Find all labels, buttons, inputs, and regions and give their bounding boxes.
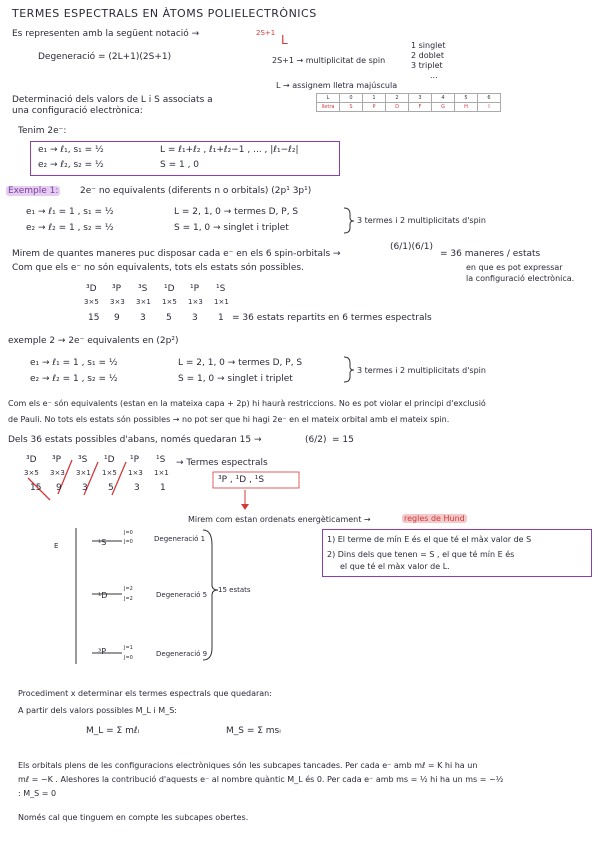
have-2e: Tenim 2e⁻:: [18, 126, 67, 136]
ways-note2: la configuració electrònica.: [466, 274, 575, 283]
ex2-count-4: 5: [108, 483, 114, 493]
binom-6-1-a: (6/1)(6/1): [390, 242, 434, 252]
ex2-term-5: ¹P: [130, 455, 140, 465]
table-cell: 5: [455, 94, 478, 103]
ex2-count-5: 3: [134, 483, 140, 493]
table-cell: 3: [409, 94, 432, 103]
spectral-label: → Termes espectrals: [176, 458, 268, 468]
ex1-e2-S: S = 1, 0 → singlet i triplet: [174, 223, 289, 233]
notation-L: L: [281, 33, 288, 47]
proc-p4: Només cal que tinguem en compte les subcapes obertes.: [18, 813, 249, 822]
spectral-terms: ³P , ¹D , ¹S: [218, 475, 265, 485]
ex2-prod-4: 1×5: [102, 469, 117, 477]
level-2-j-a: J=2: [124, 586, 133, 592]
ex1-prod-4: 1×5: [162, 298, 177, 306]
ex1-e1: e₁ → ℓ₁ = 1 , s₁ = ½: [26, 207, 114, 217]
level-3-j-b: J=0: [124, 655, 133, 661]
proc-ms: M_S = Σ msᵢ: [226, 726, 281, 736]
table-cell: 4: [432, 94, 455, 103]
letter-table: [316, 93, 501, 112]
ex1-count-1: 15: [88, 313, 100, 323]
ex2-para1: Com els e⁻ són equivalents (estan en la mateixa capa + 2p) hi haurà restriccions. No es pot violar el principi d'exclusió: [8, 399, 486, 408]
example2-header: exemple 2 → 2e⁻ equivalents en (2p²): [8, 336, 179, 346]
ex1-term-2: ³P: [112, 284, 122, 294]
table-cell: lletra: [317, 103, 340, 112]
ex1-e2: e₂ → ℓ₂ = 1 , s₂ = ½: [26, 223, 114, 233]
ex2-e1: e₁ → ℓ₁ = 1 , s₁ = ½: [30, 358, 118, 368]
hund-line: Mirem com estan ordenats energèticament →: [188, 515, 371, 524]
ex2-term-1: ³D: [26, 455, 37, 465]
ex1-prod-2: 3×3: [110, 298, 125, 306]
ex2-count-6: 1: [160, 483, 166, 493]
ex2-prod-1: 3×5: [24, 469, 39, 477]
box-l2-left: e₂ → ℓ₂, s₂ = ½: [38, 160, 104, 170]
ways-line1: Mirem de quantes maneres puc disposar cada e⁻ en els 6 spin-orbitals →: [12, 249, 341, 259]
binom-6-2: (6/2): [305, 435, 327, 445]
example1-header: 2e⁻ no equivalents (diferents n o orbitals) (2p¹ 3p¹): [80, 186, 312, 196]
mult-doublet: 2 doblet: [411, 51, 444, 60]
ways-note1: en que es pot expressar: [466, 263, 563, 272]
hund-rule2a: 2) Dins dels que tenen = S , el que té mín E és: [327, 550, 515, 559]
ex1-prod-1: 3×5: [84, 298, 99, 306]
ex2-prod-6: 1×1: [154, 469, 169, 477]
mult-triplet: 3 triplet: [411, 61, 443, 70]
level-1-j-b: J=0: [124, 539, 133, 545]
ex2-prod-2: 3×3: [50, 469, 65, 477]
table-cell: G: [432, 103, 455, 112]
box-l2-right: S = 1 , 0: [160, 160, 200, 170]
ex1-count-2: 9: [114, 313, 120, 323]
page-title: TERMES ESPECTRALS EN ÀTOMS POLIELECTRÒNICS: [12, 7, 317, 20]
table-cell: F: [409, 103, 432, 112]
table-cell: 6: [478, 94, 501, 103]
example1-label: [6, 186, 60, 197]
diagram-brace-note: 15 estats: [218, 586, 251, 594]
table-cell: P: [363, 103, 386, 112]
level-1-j-a: J=0: [124, 530, 133, 536]
determine-line2: una configuració electrònica:: [12, 106, 143, 116]
notation-text: Es representen amb la següent notació →: [12, 29, 200, 39]
ex2-para2: de Pauli. No tots els estats són possibles → no pot ser que hi hagi 2e⁻ en el mateix orbital amb el mateix spin.: [8, 415, 450, 424]
degeneracy-formula: Degeneració = (2L+1)(2S+1): [38, 52, 172, 62]
proc-line1: Procediment x determinar els termes espectrals que quedaran:: [18, 689, 272, 698]
ex1-term-5: ¹P: [190, 284, 200, 294]
ways-result: = 36 maneres / estats: [440, 249, 541, 259]
ex1-term-3: ³S: [138, 284, 148, 294]
ex2-term-6: ¹S: [156, 455, 166, 465]
ex2-prod-5: 1×3: [128, 469, 143, 477]
ex2-count-1: 15: [30, 483, 42, 493]
proc-p3: : M_S = 0: [18, 789, 57, 798]
ex2-brace-note: 3 termes i 2 multiplicitats d'spin: [357, 366, 486, 375]
ex2-para3-result: = 15: [332, 435, 354, 445]
proc-ml: M_L = Σ mℓᵢ: [86, 726, 140, 736]
multiplicity-line: 2S+1 → multiplicitat de spin: [272, 56, 386, 65]
ex1-count-3: 3: [140, 313, 146, 323]
level-2-j-b: J=2: [124, 596, 133, 602]
table-cell: I: [478, 103, 501, 112]
ex2-brace: [344, 357, 354, 382]
table-cell: S: [340, 103, 363, 112]
table-cell: D: [386, 103, 409, 112]
ex2-term-4: ¹D: [104, 455, 115, 465]
strike-4: [112, 462, 126, 495]
proc-p2: mℓ = −K . Aleshores la contribució d'aquests e⁻ al nombre quàntic M_L és 0. Per cada e⁻ amb ms = ½ hi ha un ms = −½: [18, 775, 504, 784]
ex1-prod-6: 1×1: [214, 298, 229, 306]
ex1-brace: [344, 208, 354, 233]
ex2-e2-S: S = 1, 0 → singlet i triplet: [178, 374, 293, 384]
table-cell: H: [455, 103, 478, 112]
ex1-total: = 36 estats repartits en 6 termes espectrals: [232, 313, 432, 323]
determine-line1: Determinació dels valors de L i S associats a: [12, 95, 213, 105]
table-cell: L: [317, 94, 340, 103]
energy-label: E: [54, 542, 59, 550]
level-3-j-a: J=1: [124, 645, 133, 651]
ex2-term-3: ³S: [78, 455, 88, 465]
table-cell: 2: [386, 94, 409, 103]
mult-ellipsis: ...: [430, 71, 438, 80]
ex1-prod-5: 1×3: [188, 298, 203, 306]
ex1-term-6: ¹S: [216, 284, 226, 294]
ex2-e1-L: L = 2, 1, 0 → termes D, P, S: [178, 358, 303, 368]
proc-line2: A partir dels valors possibles M_L i M_S:: [18, 706, 177, 715]
level-3-term: ³P: [98, 647, 107, 656]
level-1-deg: Degeneració 1: [154, 535, 206, 543]
table-cell: 1: [363, 94, 386, 103]
ex2-e2: e₂ → ℓ₂ = 1 , s₂ = ½: [30, 374, 118, 384]
ex1-e1-L: L = 2, 1, 0 → termes D, P, S: [174, 207, 299, 217]
box-l1-right: L = ℓ₁+ℓ₂ , ℓ₁+ℓ₂−1 , ... , |ℓ₁−ℓ₂|: [160, 145, 299, 155]
ex1-prod-3: 3×1: [136, 298, 151, 306]
example1-label-text: Exemple 1:: [8, 186, 59, 196]
ex1-count-5: 3: [192, 313, 198, 323]
ex1-term-1: ³D: [86, 284, 97, 294]
notation-symbol: 2S+1: [256, 29, 276, 37]
proc-p1: Els orbitals plens de les configuracions electròniques són les subcapes tancades. Per cada e⁻ amb mℓ = K hi ha un: [18, 761, 478, 770]
ex1-brace-note: 3 termes i 2 multiplicitats d'spin: [357, 216, 486, 225]
ex2-count-3: 3: [82, 483, 88, 493]
ex2-prod-3: 3×1: [76, 469, 91, 477]
mult-singlet: 1 singlet: [411, 41, 446, 50]
ex2-term-2: ³P: [52, 455, 62, 465]
ex1-count-4: 5: [166, 313, 172, 323]
hund-rule2b: el que té el màx valor de L.: [340, 562, 450, 571]
level-3-deg: Degeneració 9: [156, 650, 208, 658]
box-l1-left: e₁ → ℓ₁, s₁ = ½: [38, 145, 104, 155]
letter-line: L → assignem lletra majúscula: [276, 81, 398, 90]
ex1-count-6: 1: [218, 313, 224, 323]
ex1-term-4: ¹D: [164, 284, 175, 294]
hund-rule1: 1) El terme de mín E és el que té el màx valor de S: [327, 535, 532, 544]
level-1-term: ¹S: [98, 538, 107, 547]
level-2-deg: Degeneració 5: [156, 591, 208, 599]
level-2-term: ¹D: [98, 591, 108, 600]
hund-rules-wrap: [402, 513, 467, 524]
hund-rules-label: regles de Hund: [404, 514, 465, 523]
ex2-count-2: 9: [56, 483, 62, 493]
table-cell: 0: [340, 94, 363, 103]
ex2-para3: Dels 36 estats possibles d'abans, només quedaran 15 →: [8, 435, 262, 445]
ways-line2: Com que els e⁻ no són equivalents, tots els estats són possibles.: [12, 263, 304, 273]
